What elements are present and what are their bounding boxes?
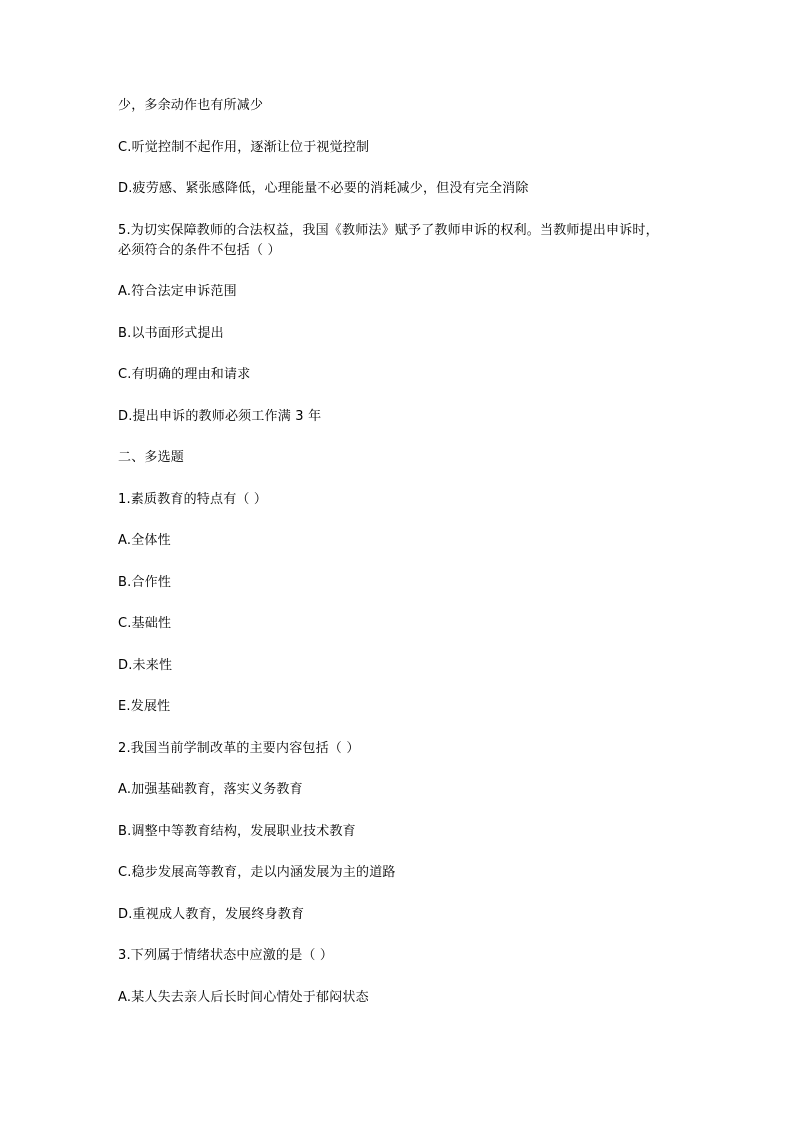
question-line: 1.素质教育的特点有（ ） <box>118 491 268 507</box>
option-line: A.符合法定申诉范围 <box>118 284 237 299</box>
option-line: D.重视成人教育，发展终身教育 <box>118 906 305 922</box>
option-line: B.合作性 <box>118 574 172 590</box>
option-line: E.发展性 <box>118 699 171 714</box>
question-line: 3.下列属于情绪状态中应激的是（ ） <box>118 948 334 963</box>
document-body <box>118 96 678 1029</box>
option-line: C.基础性 <box>118 616 172 631</box>
option-line: C.稳步发展高等教育，走以内涵发展为主的道路 <box>118 865 396 880</box>
option-line: C.听觉控制不起作用，逐渐让位于视觉控制 <box>118 139 370 155</box>
question-line: 5.为切实保障教师的合法权益，我国《教师法》赋予了教师申诉的权利。当教师提出申诉时，必须符合的条件不包括（ ） <box>118 222 659 258</box>
section-heading: 二、多选题 <box>118 450 185 465</box>
question-line: 2.我国当前学制改革的主要内容包括（ ） <box>118 740 360 756</box>
option-line: A.某人失去亲人后长时间心情处于郁闷状态 <box>118 989 369 1005</box>
option-line: A.全体性 <box>118 533 171 548</box>
option-line: A.加强基础教育，落实义务教育 <box>118 782 303 797</box>
text-line: 少，多余动作也有所减少 <box>118 98 264 113</box>
option-line: B.调整中等教育结构，发展职业技术教育 <box>118 823 356 839</box>
option-line: B.以书面形式提出 <box>118 325 224 341</box>
option-line: D.疲劳感、紧张感降低，心理能量不必要的消耗减少，但没有完全消除 <box>118 181 529 196</box>
option-line: D.提出申诉的教师必须工作满 3 年 <box>118 408 322 424</box>
option-line: D.未来性 <box>118 657 173 673</box>
option-line: C.有明确的理由和请求 <box>118 367 251 382</box>
